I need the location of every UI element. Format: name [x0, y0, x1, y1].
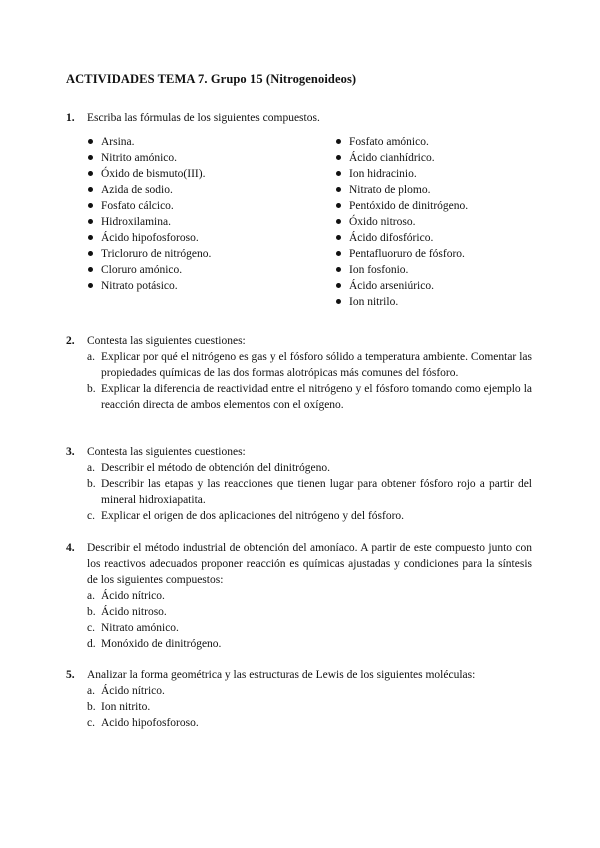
- list-item: Pentafluoruro de fósforo.: [336, 246, 468, 262]
- sub-question-list: [87, 460, 532, 524]
- list-item: Ion nitrilo.: [336, 294, 468, 310]
- sub-question: a. Explicar por qué el nitrógeno es gas y el fósforo sólido a temperatura ambiente. Comentar las propiedades químicas de las dos formas alotrópicas más comunes del fósforo.: [87, 351, 532, 379]
- bullet-icon: [336, 203, 341, 208]
- question-number: 2.: [66, 335, 75, 347]
- bullet-icon: [88, 251, 93, 256]
- list-item: Ácido cianhídrico.: [336, 150, 468, 166]
- list-item: Ion hidracinio.: [336, 166, 468, 182]
- question-text: Describir el método industrial de obtención del amoníaco. A partir de este compuesto junto con los reactivos adecuados proponer reacción es químicas ajustadas y condiciones para la síntesis de los siguientes compuestos:: [87, 542, 532, 586]
- list-item: Ácido arseniúrico.: [336, 278, 468, 294]
- list-item: Óxido de bismuto(III).: [88, 166, 211, 182]
- sub-question: a. Describir el método de obtención del dinitrógeno.: [87, 462, 330, 474]
- bullet-icon: [88, 235, 93, 240]
- sub-question-list: [87, 683, 532, 731]
- list-item: Óxido nitroso.: [336, 214, 468, 230]
- bullet-icon: [336, 171, 341, 176]
- sub-question: c. Explicar el origen de dos aplicaciones del nitrógeno y del fósforo.: [87, 510, 405, 522]
- compound-column-left: [88, 134, 211, 294]
- question-text: Escriba las fórmulas de los siguientes compuestos.: [87, 112, 320, 124]
- sub-question-list: [87, 349, 532, 413]
- sub-question: d. Monóxido de dinitrógeno.: [87, 638, 222, 650]
- sub-question: a. Ácido nítrico.: [87, 590, 165, 602]
- bullet-icon: [88, 171, 93, 176]
- question-5: [66, 667, 532, 731]
- list-item: Arsina.: [88, 134, 211, 150]
- bullet-icon: [336, 139, 341, 144]
- question-2: [66, 333, 532, 413]
- list-item: Pentóxido de dinitrógeno.: [336, 198, 468, 214]
- bullet-icon: [88, 187, 93, 192]
- question-number: 4.: [66, 542, 75, 554]
- list-item: Fosfato cálcico.: [88, 198, 211, 214]
- bullet-icon: [336, 251, 341, 256]
- question-number: 5.: [66, 669, 75, 681]
- sub-question-list: [87, 588, 532, 652]
- sub-question: b. Ácido nitroso.: [87, 606, 167, 618]
- list-item: Nitrito amónico.: [88, 150, 211, 166]
- bullet-icon: [336, 187, 341, 192]
- bullet-icon: [88, 203, 93, 208]
- list-item: Nitrato de plomo.: [336, 182, 468, 198]
- bullet-icon: [88, 283, 93, 288]
- bullet-icon: [336, 299, 341, 304]
- bullet-icon: [336, 283, 341, 288]
- list-item: Ácido hipofosforoso.: [88, 230, 211, 246]
- question-text: Contesta las siguientes cuestiones:: [87, 335, 246, 347]
- bullet-icon: [336, 219, 341, 224]
- page-title: ACTIVIDADES TEMA 7. Grupo 15 (Nitrogenoideos): [66, 72, 357, 86]
- question-1: [66, 110, 532, 308]
- sub-question: b. Describir las etapas y las reacciones que tienen lugar para obtener fósforo rojo a partir del mineral hidroxiapatita.: [87, 478, 532, 506]
- compound-column-right: [336, 134, 468, 310]
- question-number: 3.: [66, 446, 75, 458]
- sub-question: c. Acido hipofosforoso.: [87, 717, 199, 729]
- sub-question: b. Ion nitrito.: [87, 701, 151, 713]
- sub-question: b. Explicar la diferencia de reactividad entre el nitrógeno y el fósforo tomando como ejemplo la reacción directa de ambos elementos con el oxígeno.: [87, 383, 532, 411]
- bullet-icon: [88, 219, 93, 224]
- bullet-icon: [336, 267, 341, 272]
- list-item: Tricloruro de nitrógeno.: [88, 246, 211, 262]
- bullet-icon: [88, 155, 93, 160]
- bullet-icon: [336, 235, 341, 240]
- list-item: Fosfato amónico.: [336, 134, 468, 150]
- list-item: Cloruro amónico.: [88, 262, 211, 278]
- bullet-icon: [88, 139, 93, 144]
- question-4: [66, 540, 532, 652]
- sub-question: c. Nitrato amónico.: [87, 622, 179, 634]
- list-item: Hidroxilamina.: [88, 214, 211, 230]
- question-number: 1.: [66, 112, 75, 124]
- list-item: Ácido difosfórico.: [336, 230, 468, 246]
- question-3: [66, 444, 532, 524]
- sub-question: a. Ácido nítrico.: [87, 685, 165, 697]
- bullet-icon: [336, 155, 341, 160]
- list-item: Nitrato potásico.: [88, 278, 211, 294]
- list-item: Ion fosfonio.: [336, 262, 468, 278]
- list-item: Azida de sodio.: [88, 182, 211, 198]
- bullet-icon: [88, 267, 93, 272]
- question-text: Contesta las siguientes cuestiones:: [87, 446, 246, 458]
- question-text: Analizar la forma geométrica y las estructuras de Lewis de los siguientes moléculas:: [87, 669, 476, 681]
